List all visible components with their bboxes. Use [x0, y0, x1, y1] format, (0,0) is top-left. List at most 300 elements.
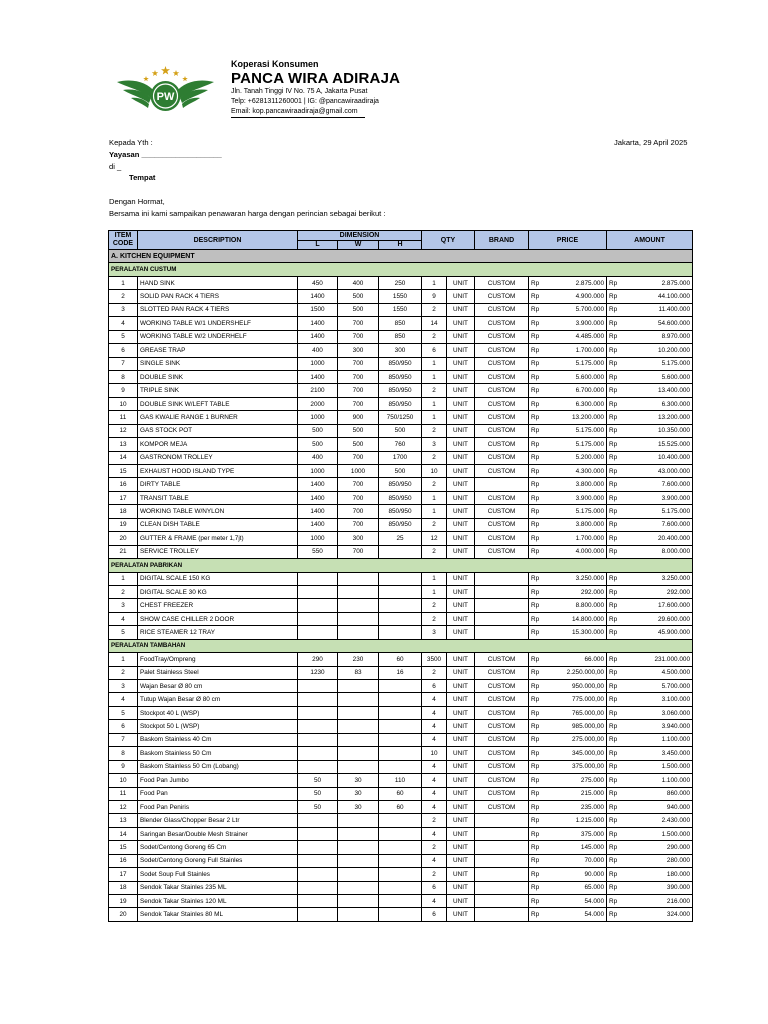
item-length: 1000 [298, 411, 338, 424]
item-unit: UNIT [447, 330, 475, 343]
item-amount: 29.600.000 [622, 612, 693, 625]
item-price: 375.000 [544, 827, 607, 840]
item-unit: UNIT [447, 397, 475, 410]
item-description: WORKING TABLE W/2 UNDERHELF [138, 330, 298, 343]
item-amount: 860.000 [622, 787, 693, 800]
item-width: 30 [338, 774, 379, 787]
item-description: HAND SINK [138, 276, 298, 289]
item-height [379, 895, 422, 908]
item-length: 1400 [298, 505, 338, 518]
item-qty: 1 [422, 505, 447, 518]
item-brand: CUSTOM [475, 787, 529, 800]
price-currency: Rp [529, 747, 544, 760]
item-amount: 3.250.000 [622, 572, 693, 585]
amount-currency: Rp [607, 612, 622, 625]
item-height [379, 693, 422, 706]
amount-currency: Rp [607, 680, 622, 693]
amount-currency: Rp [607, 774, 622, 787]
item-price: 775.000,00 [544, 693, 607, 706]
item-unit: UNIT [447, 424, 475, 437]
item-price: 90.000 [544, 868, 607, 881]
item-length: 1400 [298, 491, 338, 504]
item-height [379, 868, 422, 881]
item-brand: CUSTOM [475, 451, 529, 464]
table-row [109, 774, 693, 787]
item-amount: 1.100.000 [622, 733, 693, 746]
item-description: Baskom Stainless 50 Cm (Lobang) [138, 760, 298, 773]
item-price: 8.800.000 [544, 599, 607, 612]
item-qty: 4 [422, 706, 447, 719]
item-brand: CUSTOM [475, 774, 529, 787]
item-code: 16 [109, 854, 138, 867]
table-row [109, 505, 693, 518]
recipient-at: di _ [109, 162, 122, 171]
item-code: 12 [109, 424, 138, 437]
section-title: A. KITCHEN EQUIPMENT [109, 250, 693, 263]
item-qty: 2 [422, 814, 447, 827]
item-price: 13.200.000 [544, 411, 607, 424]
item-description: DIRTY TABLE [138, 478, 298, 491]
item-width [338, 881, 379, 894]
item-code: 18 [109, 881, 138, 894]
amount-currency: Rp [607, 706, 622, 719]
amount-currency: Rp [607, 384, 622, 397]
item-price: 235.000 [544, 800, 607, 813]
price-currency: Rp [529, 397, 544, 410]
item-code: 2 [109, 666, 138, 679]
item-qty: 3 [422, 438, 447, 451]
item-code: 4 [109, 612, 138, 625]
amount-currency: Rp [607, 693, 622, 706]
item-brand: CUSTOM [475, 747, 529, 760]
price-currency: Rp [529, 800, 544, 813]
item-price: 275.000 [544, 774, 607, 787]
item-width: 300 [338, 532, 379, 545]
table-row [109, 424, 693, 437]
item-width: 1000 [338, 465, 379, 478]
org-type: Koperasi Konsumen [231, 59, 319, 69]
table-row [109, 827, 693, 840]
amount-currency: Rp [607, 518, 622, 531]
amount-currency: Rp [607, 330, 622, 343]
item-height: 1700 [379, 451, 422, 464]
item-description: GREASE TRAP [138, 344, 298, 357]
item-qty: 2 [422, 330, 447, 343]
item-price: 6.700.000 [544, 384, 607, 397]
amount-currency: Rp [607, 317, 622, 330]
item-unit: UNIT [447, 317, 475, 330]
item-qty: 2 [422, 478, 447, 491]
item-length [298, 585, 338, 598]
item-height: 500 [379, 424, 422, 437]
amount-currency: Rp [607, 370, 622, 383]
item-amount: 3.060.000 [622, 706, 693, 719]
header-l: L [298, 241, 338, 250]
item-code: 5 [109, 626, 138, 639]
item-amount: 4.500.000 [622, 666, 693, 679]
item-brand [475, 841, 529, 854]
item-description: SHOW CASE CHILLER 2 DOOR [138, 612, 298, 625]
item-height [379, 626, 422, 639]
item-amount: 10.200.000 [622, 344, 693, 357]
price-currency: Rp [529, 276, 544, 289]
item-width [338, 814, 379, 827]
item-description: Blender Glass/Chopper Besar 2 Ltr [138, 814, 298, 827]
item-qty: 14 [422, 317, 447, 330]
price-currency: Rp [529, 854, 544, 867]
item-width: 400 [338, 276, 379, 289]
item-code: 19 [109, 518, 138, 531]
price-currency: Rp [529, 868, 544, 881]
table-row [109, 330, 693, 343]
item-amount: 3.450.000 [622, 747, 693, 760]
item-qty: 4 [422, 800, 447, 813]
item-qty: 2 [422, 545, 447, 558]
svg-text:PW: PW [156, 91, 175, 103]
item-length: 500 [298, 424, 338, 437]
item-height [379, 599, 422, 612]
item-code: 11 [109, 787, 138, 800]
item-unit: UNIT [447, 908, 475, 921]
item-height: 250 [379, 276, 422, 289]
item-width: 30 [338, 787, 379, 800]
item-qty: 9 [422, 290, 447, 303]
item-brand [475, 868, 529, 881]
item-code: 1 [109, 653, 138, 666]
price-currency: Rp [529, 774, 544, 787]
item-amount: 280.000 [622, 854, 693, 867]
item-width: 700 [338, 370, 379, 383]
item-amount: 5.700.000 [622, 680, 693, 693]
item-description: GAS STOCK POT [138, 424, 298, 437]
item-description: RICE STEAMER 12 TRAY [138, 626, 298, 639]
amount-currency: Rp [607, 344, 622, 357]
price-currency: Rp [529, 908, 544, 921]
item-width: 500 [338, 438, 379, 451]
item-price: 5.175.000 [544, 438, 607, 451]
item-amount: 1.100.000 [622, 774, 693, 787]
item-description: Sodet Soup Full Stainles [138, 868, 298, 881]
price-currency: Rp [529, 370, 544, 383]
price-currency: Rp [529, 438, 544, 451]
item-description: CLEAN DISH TABLE [138, 518, 298, 531]
item-length [298, 706, 338, 719]
item-description: Wajan Besar Ø 80 cm [138, 680, 298, 693]
item-unit: UNIT [447, 787, 475, 800]
item-unit: UNIT [447, 599, 475, 612]
item-description: Food Pan [138, 787, 298, 800]
item-qty: 3500 [422, 653, 447, 666]
table-row [109, 626, 693, 639]
amount-currency: Rp [607, 303, 622, 316]
item-width: 700 [338, 317, 379, 330]
item-height: 850/950 [379, 518, 422, 531]
item-height: 850/950 [379, 505, 422, 518]
item-unit: UNIT [447, 384, 475, 397]
table-row [109, 276, 693, 289]
item-length: 1230 [298, 666, 338, 679]
item-code: 3 [109, 303, 138, 316]
table-row [109, 814, 693, 827]
amount-currency: Rp [607, 478, 622, 491]
item-qty: 1 [422, 397, 447, 410]
item-brand: CUSTOM [475, 505, 529, 518]
item-description: Baskom Stainless 40 Cm [138, 733, 298, 746]
recipient-name: Yayasan ___________________ [109, 150, 222, 159]
item-unit: UNIT [447, 290, 475, 303]
item-width [338, 868, 379, 881]
item-width [338, 733, 379, 746]
table-row [109, 317, 693, 330]
item-qty: 4 [422, 760, 447, 773]
table-row [109, 384, 693, 397]
price-currency: Rp [529, 478, 544, 491]
item-code: 16 [109, 478, 138, 491]
table-row [109, 411, 693, 424]
item-amount: 8.000.000 [622, 545, 693, 558]
item-price: 3.800.000 [544, 518, 607, 531]
org-email: Email: kop.pancawiraadiraja@gmail.com [231, 108, 358, 115]
item-code: 5 [109, 706, 138, 719]
header-amount: AMOUNT [607, 231, 693, 250]
item-unit: UNIT [447, 478, 475, 491]
item-qty: 6 [422, 344, 447, 357]
item-unit: UNIT [447, 868, 475, 881]
item-qty: 4 [422, 693, 447, 706]
item-code: 1 [109, 572, 138, 585]
item-amount: 231.000.000 [622, 653, 693, 666]
table-row [109, 290, 693, 303]
item-width [338, 908, 379, 921]
item-description: EXHAUST HOOD ISLAND TYPE [138, 465, 298, 478]
item-amount: 940.000 [622, 800, 693, 813]
item-amount: 7.600.000 [622, 518, 693, 531]
item-description: SLOTTED PAN RACK 4 TIERS [138, 303, 298, 316]
item-length: 1400 [298, 370, 338, 383]
item-code: 4 [109, 693, 138, 706]
item-price: 5.175.000 [544, 424, 607, 437]
item-unit: UNIT [447, 303, 475, 316]
item-description: SOLID PAN RACK 4 TIERS [138, 290, 298, 303]
item-height [379, 747, 422, 760]
item-brand: CUSTOM [475, 370, 529, 383]
item-unit: UNIT [447, 344, 475, 357]
item-unit: UNIT [447, 774, 475, 787]
price-currency: Rp [529, 330, 544, 343]
item-length: 550 [298, 545, 338, 558]
item-length [298, 572, 338, 585]
header-h: H [379, 241, 422, 250]
item-length: 1400 [298, 478, 338, 491]
header-w: W [338, 241, 379, 250]
item-description: GUTTER & FRAME (per meter 1,7jt) [138, 532, 298, 545]
item-length [298, 827, 338, 840]
item-qty: 6 [422, 680, 447, 693]
item-price: 2.250.000,00 [544, 666, 607, 679]
item-unit: UNIT [447, 411, 475, 424]
item-qty: 4 [422, 733, 447, 746]
item-brand [475, 626, 529, 639]
item-brand: CUSTOM [475, 384, 529, 397]
item-unit: UNIT [447, 572, 475, 585]
item-code: 2 [109, 290, 138, 303]
header-dimension: DIMENSION [298, 231, 422, 241]
table-row [109, 787, 693, 800]
item-length: 1000 [298, 465, 338, 478]
amount-currency: Rp [607, 881, 622, 894]
amount-currency: Rp [607, 800, 622, 813]
table-row [109, 370, 693, 383]
price-currency: Rp [529, 357, 544, 370]
item-amount: 44.100.000 [622, 290, 693, 303]
item-length: 450 [298, 276, 338, 289]
table-row [109, 881, 693, 894]
item-description: Stockpot 50 L (WSP) [138, 720, 298, 733]
table-row [109, 344, 693, 357]
amount-currency: Rp [607, 491, 622, 504]
item-width: 700 [338, 384, 379, 397]
group-title: PERALATAN TAMBAHAN [109, 639, 693, 652]
item-height [379, 827, 422, 840]
header-qty: QTY [422, 231, 475, 250]
amount-currency: Rp [607, 733, 622, 746]
amount-currency: Rp [607, 465, 622, 478]
item-unit: UNIT [447, 491, 475, 504]
item-length [298, 733, 338, 746]
price-currency: Rp [529, 465, 544, 478]
item-price: 6.300.000 [544, 397, 607, 410]
item-code: 2 [109, 585, 138, 598]
item-width: 500 [338, 424, 379, 437]
item-height [379, 733, 422, 746]
item-height: 60 [379, 787, 422, 800]
item-brand: CUSTOM [475, 545, 529, 558]
amount-currency: Rp [607, 532, 622, 545]
item-code: 21 [109, 545, 138, 558]
item-length: 2000 [298, 397, 338, 410]
price-currency: Rp [529, 612, 544, 625]
item-amount: 5.600.000 [622, 370, 693, 383]
greeting: Dengan Hormat, [109, 197, 165, 206]
amount-currency: Rp [607, 397, 622, 410]
table-header [109, 231, 693, 250]
item-price: 1.700.000 [544, 344, 607, 357]
item-qty: 2 [422, 518, 447, 531]
item-description: Sendok Takar Stainles 80 ML [138, 908, 298, 921]
table-row [109, 478, 693, 491]
item-amount: 10.350.000 [622, 424, 693, 437]
org-contact: Telp: +6281311260001 | IG: @pancawiraadiraja [231, 98, 379, 105]
item-brand: CUSTOM [475, 491, 529, 504]
table-row [109, 693, 693, 706]
item-height [379, 612, 422, 625]
price-currency: Rp [529, 317, 544, 330]
item-width: 900 [338, 411, 379, 424]
item-qty: 4 [422, 720, 447, 733]
item-qty: 2 [422, 612, 447, 625]
item-unit: UNIT [447, 505, 475, 518]
item-price: 54.000 [544, 908, 607, 921]
table-row [109, 680, 693, 693]
amount-currency: Rp [607, 908, 622, 921]
item-code: 20 [109, 532, 138, 545]
item-brand: CUSTOM [475, 518, 529, 531]
item-width [338, 854, 379, 867]
price-currency: Rp [529, 895, 544, 908]
item-unit: UNIT [447, 357, 475, 370]
item-amount: 180.000 [622, 868, 693, 881]
item-description: DIGITAL SCALE 150 KG [138, 572, 298, 585]
price-currency: Rp [529, 814, 544, 827]
table-row [109, 451, 693, 464]
table-row [109, 868, 693, 881]
amount-currency: Rp [607, 868, 622, 881]
item-width: 700 [338, 451, 379, 464]
amount-currency: Rp [607, 626, 622, 639]
item-qty: 1 [422, 370, 447, 383]
item-amount: 5.175.000 [622, 357, 693, 370]
item-brand [475, 827, 529, 840]
item-code: 12 [109, 800, 138, 813]
item-brand: CUSTOM [475, 438, 529, 451]
item-price: 70.000 [544, 854, 607, 867]
item-price: 4.485.000 [544, 330, 607, 343]
item-height: 850/950 [379, 491, 422, 504]
item-unit: UNIT [447, 747, 475, 760]
item-description: GASTRONOM TROLLEY [138, 451, 298, 464]
item-unit: UNIT [447, 612, 475, 625]
item-price: 3.800.000 [544, 478, 607, 491]
item-price: 15.300.000 [544, 626, 607, 639]
item-qty: 2 [422, 451, 447, 464]
item-unit: UNIT [447, 532, 475, 545]
item-height [379, 841, 422, 854]
amount-currency: Rp [607, 747, 622, 760]
item-amount: 43.000.000 [622, 465, 693, 478]
item-amount: 45.900.000 [622, 626, 693, 639]
table-row [109, 895, 693, 908]
amount-currency: Rp [607, 787, 622, 800]
item-length: 50 [298, 774, 338, 787]
item-height: 110 [379, 774, 422, 787]
item-qty: 1 [422, 572, 447, 585]
item-description: SINGLE SINK [138, 357, 298, 370]
item-length [298, 881, 338, 894]
item-amount: 17.600.000 [622, 599, 693, 612]
table-row [109, 666, 693, 679]
item-code: 15 [109, 465, 138, 478]
table-row [109, 465, 693, 478]
item-amount: 3.900.000 [622, 491, 693, 504]
item-code: 11 [109, 411, 138, 424]
item-price: 65.000 [544, 881, 607, 894]
item-amount: 13.200.000 [622, 411, 693, 424]
item-length: 2100 [298, 384, 338, 397]
item-brand [475, 572, 529, 585]
amount-currency: Rp [607, 585, 622, 598]
price-currency: Rp [529, 585, 544, 598]
item-qty: 2 [422, 599, 447, 612]
item-amount: 54.600.000 [622, 317, 693, 330]
item-price: 4.900.000 [544, 290, 607, 303]
table-row [109, 303, 693, 316]
item-unit: UNIT [447, 693, 475, 706]
item-height [379, 572, 422, 585]
amount-currency: Rp [607, 760, 622, 773]
item-unit: UNIT [447, 680, 475, 693]
price-currency: Rp [529, 680, 544, 693]
item-width [338, 827, 379, 840]
